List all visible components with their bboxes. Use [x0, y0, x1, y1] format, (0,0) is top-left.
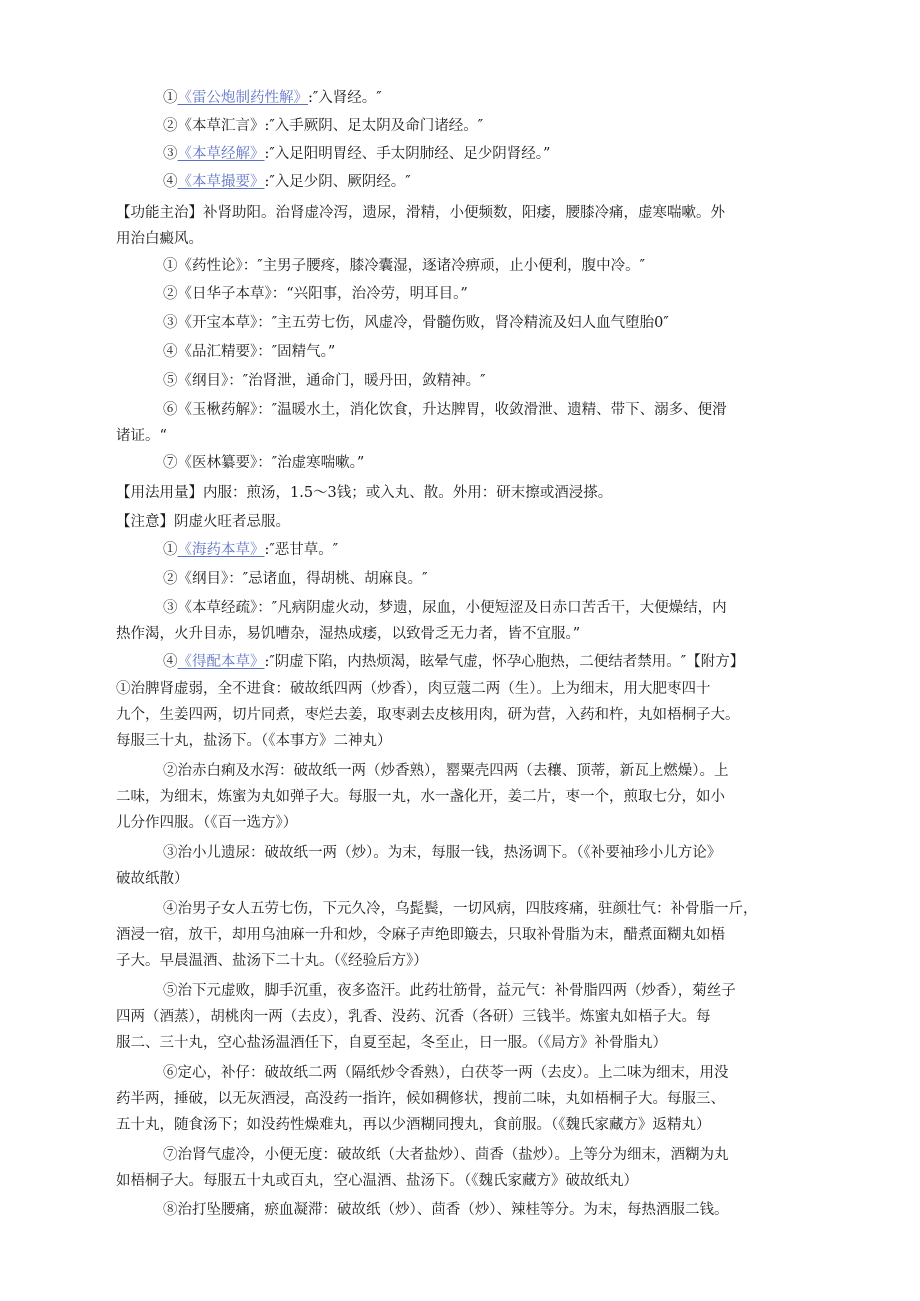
- formula-6-line-3: 五十丸，随食汤下；如没药性燥难丸，再以少酒糊同搜丸，食前服。（《魏氏家藏方》返精丸）: [116, 1117, 711, 1133]
- function-item-6: ⑥《玉楸药解》：″温暖水土，消化饮食，升达脾胃，收敛滑泄、遗精、带下、溺多、便滑: [163, 402, 727, 418]
- meridian-item-4: [163, 172, 920, 192]
- formula-5-line-3: 服二、三十丸，空心盐汤温酒任下，自夏至起，冬至止，日一服。（《局方》补骨脂丸）: [116, 1035, 667, 1051]
- formula-8-line-1: ⑧治打坠腰痛，瘀血凝滞：破故纸（炒）、茴香（炒）、辣桂等分。为末，每热酒服二钱。: [163, 1202, 729, 1218]
- formula-4-line-3: 子大。早晨温酒、盐汤下二十丸。（《经验后方》）: [116, 953, 428, 969]
- item-text: :″入足少阴、厥阴经。″: [264, 174, 411, 190]
- function-item-2: ②《日华子本草》：“兴阳事，治冷劳，明耳目。”: [163, 286, 468, 302]
- caution-item-1: [163, 540, 920, 560]
- item-number: ①: [163, 542, 178, 558]
- caution-item-2: ②《纲目》：″忌诸血，得胡桃、胡麻良。″: [163, 571, 428, 587]
- function-item-7: ⑦《医林纂要》：″治虚寒喘嗽。”: [163, 455, 365, 471]
- formula-1-line-1: ①治脾肾虚弱，全不进食：破故纸四两（炒香），肉豆蔻二两（生）。上为细末，用大肥枣四十: [116, 681, 711, 697]
- formula-6-line-2: 药半两，捶破，以无灰酒浸，高没药一指许，候如稠修状，搜前二味，丸如梧桐子大。每服三、: [116, 1091, 725, 1107]
- formula-1-line-3: 每服三十丸，盐汤下。（《本事方》二神丸）: [116, 733, 392, 749]
- formula-5-line-2: 四两（酒蒸），胡桃肉一两（去皮），乳香、没药、沉香（各研）三钱半。炼蜜丸如梧子大。每: [116, 1009, 711, 1025]
- formula-2-line-2: 二味，为细末，炼蜜为丸如弹子大。每服一丸，水一盏化开，姜二片，枣一个，煎取七分，如小: [116, 789, 725, 805]
- meridian-item-3: [163, 144, 920, 164]
- source-link-leigong[interactable]: 《雷公炮制药性解》: [177, 90, 308, 106]
- usage-line: 【用法用量】内服：煎汤，1.5～3钱；或入丸、散。外用：研末擦或酒浸搽。: [116, 485, 613, 501]
- function-item-3: ③《开宝本草》：″主五劳七伤，风虚冷，骨髓伤败，肾冷精流及妇人血气堕胎0″: [163, 315, 669, 331]
- formula-5-line-1: ⑤治下元虚败，脚手沉重，夜多盗汗。此药壮筋骨，益元气：补骨脂四两（炒香），菊丝子: [163, 983, 736, 999]
- formula-1-line-2: 九个，生姜四两，切片同煮，枣烂去姜，取枣剥去皮核用肉，研为营，入药和杵，丸如梧桐子大。: [116, 707, 740, 723]
- formula-2-line-3: 儿分作四服。（《百一选方》）: [116, 815, 298, 831]
- item-text: :″阴虚下陷，内热烦渴，眩晕气虚，怀孕心胞热，二便结者禁用。″【附方】: [264, 654, 745, 670]
- formula-4-line-2: 酒浸一宿，放干，却用乌油麻一升和炒，令麻子声绝即簸去，只取补骨脂为末，醋煮面糊丸如梧: [116, 927, 725, 943]
- item-number: ①: [163, 90, 178, 106]
- source-link-depei[interactable]: 《得配本草》: [177, 654, 265, 670]
- formula-4-line-1: ④治男子女人五劳七伤，下元久冷，乌髭鬓，一切风病，四肢疼痛，驻颜壮气：补骨脂一斤，: [163, 901, 758, 917]
- formula-3-line-2: 破故纸散）: [116, 871, 189, 887]
- formula-7-line-2: 如梧桐子大。每服五十丸或百丸，空心温酒、盐汤下。（《魏氏家藏方》破故纸丸）: [116, 1173, 638, 1189]
- item-text: :″入足阳明胃经、手太阴肺经、足少阴肾经。”: [264, 146, 551, 162]
- formula-3-line-1: ③治小儿遗尿：破故纸一两（炒）。为末，每服一钱，热汤调下。（《补要袖珍小儿方论》: [163, 845, 722, 861]
- caution-item-3: ③《本草经疏》：″凡病阴虚火动，梦遗，尿血，小便短涩及日赤口苦舌干，大便燥结，内: [163, 600, 727, 616]
- meridian-item-1: [163, 88, 920, 108]
- formula-2-line-1: ②治赤白痢及水泻：破故纸一两（炒香熟），罂粟壳四两（去穰、顶蒂，新瓦上燃燥）。上: [163, 763, 729, 779]
- item-number: ④: [163, 174, 178, 190]
- caution-heading: 【注意】阴虚火旺者忌服。: [116, 514, 290, 530]
- item-number: ③: [163, 146, 178, 162]
- function-item-1: ①《药性论》：″主男子腰疼，膝冷囊湿，逐诸冷痹顽，止小便利，腹中冷。″: [163, 258, 646, 274]
- item-text: :″入肾经。″: [308, 90, 382, 106]
- function-item-6-cont: 诸证。“: [116, 428, 167, 444]
- item-text: :″恶甘草。″: [264, 542, 339, 558]
- function-heading-cont: 用治白癜风。: [116, 231, 203, 247]
- meridian-item-2: [163, 116, 920, 136]
- function-item-5: ⑤《纲目》：″治肾泄，通命门，暖丹田，敛精神。″: [163, 373, 486, 389]
- item-number: ②: [163, 118, 178, 134]
- caution-item-4: [163, 652, 920, 672]
- function-heading: 【功能主治】补肾助阳。治肾虚冷泻，遗尿，滑精，小便频数，阳痿，腰膝冷痛，虚寒喘嗽。外: [116, 205, 725, 221]
- source-title: 《本草汇言》: [177, 118, 265, 134]
- formula-6-line-1: ⑥定心，补仔：破故纸二两（隔纸炒令香熟），白茯苓一两（去皮）。上二味为细末，用没: [163, 1065, 729, 1081]
- item-text: :″入手厥阴、足太阴及命门诸经。″: [264, 118, 484, 134]
- source-link-bencaocuoyao[interactable]: 《本草撮要》: [177, 174, 265, 190]
- caution-item-3-cont: 热作渴，火升目赤，易饥嘈杂，湿热成痿，以致骨乏无力者，皆不宜服。”: [116, 626, 581, 642]
- source-link-haiyao[interactable]: 《海药本草》: [177, 542, 265, 558]
- formula-7-line-1: ⑦治肾气虚冷，小便无度：破故纸（大者盐炒）、茴香（盐炒）。上等分为细末，酒糊为丸: [163, 1147, 729, 1163]
- function-item-4: ④《品汇精要》：″固精气。”: [163, 344, 336, 360]
- item-number: ④: [163, 654, 178, 670]
- source-link-bencaojingjie[interactable]: 《本草经解》: [177, 146, 265, 162]
